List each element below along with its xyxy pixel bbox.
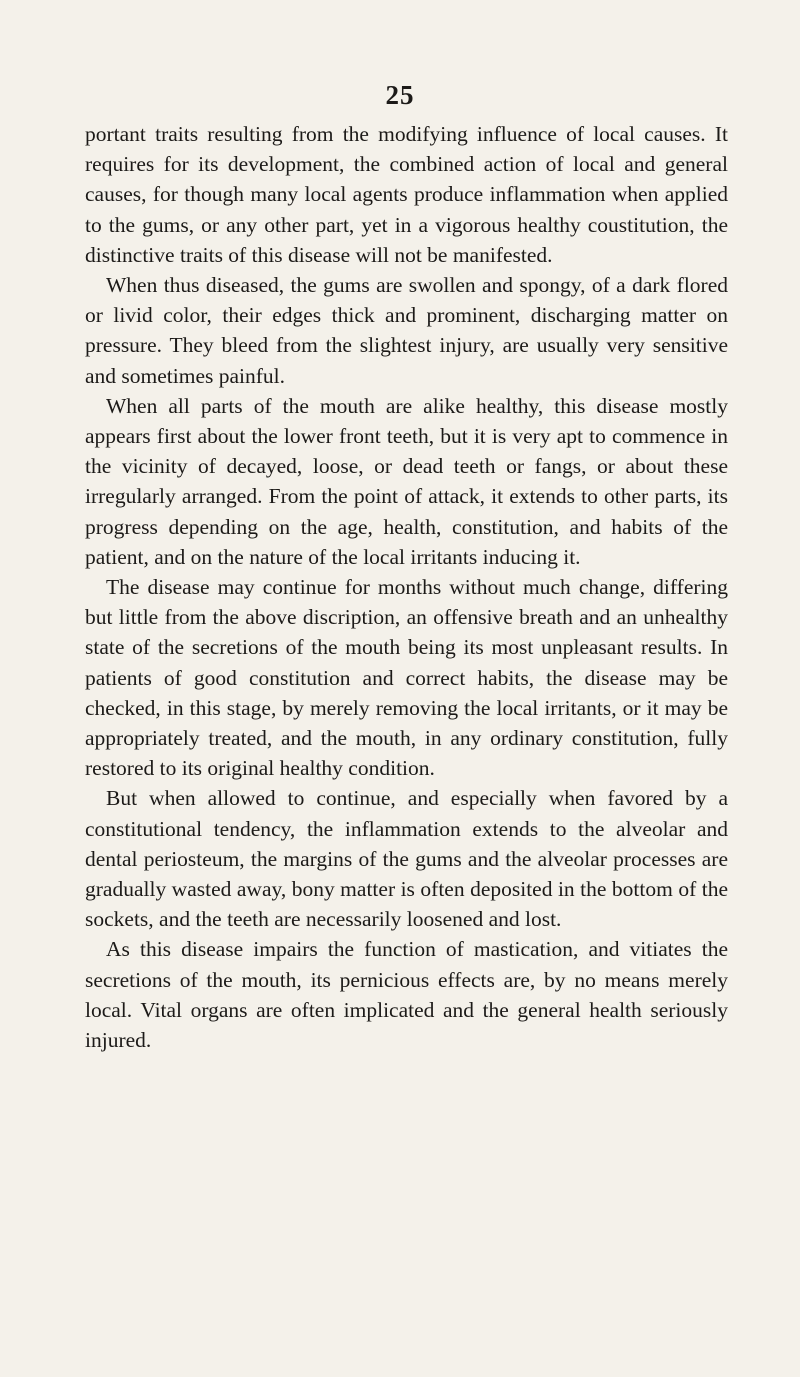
body-text bbox=[85, 119, 728, 1055]
page-number: 25 bbox=[385, 80, 415, 110]
paragraph-continued: portant traits resulting from the modifying influence of local causes. It requires for its development, the combined action of local and general causes, for though many local agents produce inflammation when applied to the gums, or any other part, yet in a vigorous healthy coustitution, the distinctive traits of this disease will not be manifested. bbox=[85, 122, 728, 267]
paragraph-progression: But when allowed to continue, and especially when favored by a constitutional tendency, the inflammation extends to the alveolar and dental periosteum, the margins of the gums and the alveolar processes are gradually wasted away, bony matter is often deposited in the bottom of the sockets, and the teeth are necessarily loosened and lost. bbox=[85, 786, 728, 932]
paragraph-diseased-gums: When thus diseased, the gums are swollen and spongy, of a dark flored or livid color, their edges thick and prominent, discharging matter on pressure. They bleed from the slightest injury, are usually very sensitive and sometimes painful. bbox=[85, 273, 728, 388]
paragraph-onset: When all parts of the mouth are alike healthy, this disease mostly appears first about the lower front teeth, but it is very apt to commence in the vicinity of decayed, loose, or dead teeth or fangs, or about these irregularly arranged. From the point of attack, it extends to other parts, its progress depending on the age, health, constitution, and habits of the patient, and on the nature of the local irritants inducing it. bbox=[85, 393, 728, 569]
paragraph-effects: As this disease impairs the function of mastication, and vitiates the secretions of the mouth, its pernicious effects are, by no means merely local. Vital organs are often implicated and the general health seriously injured. bbox=[85, 937, 728, 1053]
paragraph-course: The disease may continue for months without much change, differing but little from the above discription, an offensive breath and an unhealthy state of the secretions of the mouth being its most unpleasant results. In patients of good constitution and correct habits, the disease may be checked, in this stage, by merely removing the local irritants, or it may be appropriately treated, and the mouth, in any ordinary constitution, fully restored to its original healthy condition. bbox=[85, 575, 728, 781]
